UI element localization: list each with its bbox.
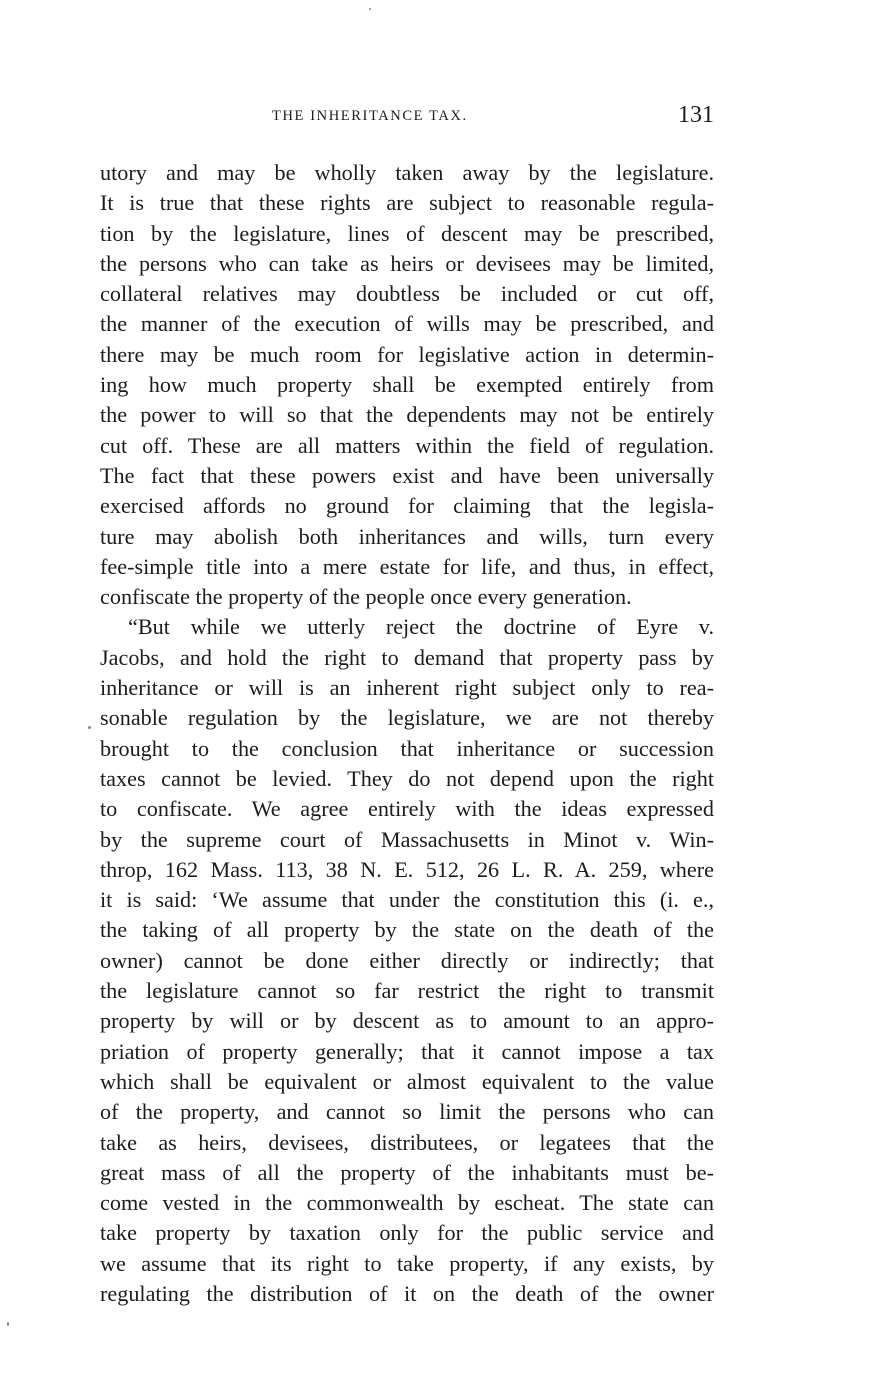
text-line: sonable regulation by the legislature, we are not thereby — [100, 705, 714, 731]
running-title: THE INHERITANCE TAX. — [272, 108, 468, 124]
text-line: It is true that these rights are subject to reasonable regula- — [100, 190, 714, 216]
text-line: Jacobs, and hold the right to demand that property pass by — [100, 644, 714, 670]
text-line: utory and may be wholly taken away by the legislature. — [100, 160, 714, 185]
text-line: regulating the distribution of it on the death of the owner — [100, 1280, 714, 1306]
text-line: taxes cannot be levied. They do not depend upon the right — [100, 765, 714, 791]
text-line: the persons who can take as heirs or devisees may be limited, — [100, 250, 714, 276]
text-line: the manner of the execution of wills may be prescribed, and — [100, 311, 714, 337]
text-line: the legislature cannot so far restrict the right to transmit — [100, 978, 714, 1004]
scan-speck — [7, 1322, 9, 1326]
text-line: The fact that these powers exist and have been universally — [100, 462, 714, 488]
text-line: to confiscate. We agree entirely with the ideas expressed — [100, 796, 714, 822]
text-line: brought to the conclusion that inheritance or succession — [100, 735, 714, 761]
paragraph-end-line: confiscate the property of the people once every generation. — [100, 584, 632, 610]
scan-speck — [369, 8, 371, 10]
body-text — [100, 158, 714, 1309]
text-line: which shall be equivalent or almost equivalent to the value — [100, 1068, 714, 1094]
text-line: priation of property generally; that it cannot impose a tax — [100, 1038, 714, 1064]
text-line: tion by the legislature, lines of descent may be prescribed, — [100, 220, 714, 246]
text-line: owner) cannot be done either directly or indirectly; that — [100, 947, 714, 973]
text-line: the power to will so that the dependents may not be entirely — [100, 402, 714, 428]
text-line: there may be much room for legislative action in determin- — [100, 341, 714, 367]
text-line: come vested in the commonwealth by escheat. The state can — [100, 1190, 714, 1216]
text-line: take property by taxation only for the public service and — [100, 1220, 714, 1246]
text-line: ture may abolish both inheritances and wills, turn every — [100, 523, 714, 549]
text-line: collateral relatives may doubtless be included or cut off, — [100, 281, 714, 307]
text-line: cut off. These are all matters within the field of regulation. — [100, 432, 714, 458]
text-line: of the property, and cannot so limit the persons who can — [100, 1099, 714, 1125]
scan-speck — [88, 726, 91, 729]
text-line: inheritance or will is an inherent right subject only to rea- — [100, 675, 714, 701]
text-line: the taking of all property by the state on the death of the — [100, 917, 714, 943]
text-line: great mass of all the property of the inhabitants must be- — [100, 1159, 714, 1185]
page-header — [100, 102, 714, 136]
text-line: property by will or by descent as to amount to an appro- — [100, 1008, 714, 1034]
text-line: we assume that its right to take property, if any exists, by — [100, 1250, 714, 1276]
page-number: 131 — [678, 102, 714, 128]
text-line: throp, 162 Mass. 113, 38 N. E. 512, 26 L. R. A. 259, where — [100, 856, 714, 882]
text-line: it is said: ‘We assume that under the constitution this (i. e., — [100, 887, 714, 913]
text-line: ing how much property shall be exempted entirely from — [100, 372, 714, 398]
text-line: fee-simple title into a mere estate for life, and thus, in effect, — [100, 553, 714, 579]
paragraph-start-line: “But while we utterly reject the doctrine of Eyre v. — [128, 614, 714, 640]
text-line: by the supreme court of Massachusetts in Minot v. Win- — [100, 826, 714, 852]
text-line: exercised affords no ground for claiming that the legisla- — [100, 493, 714, 519]
text-line: take as heirs, devisees, distributees, or legatees that the — [100, 1129, 714, 1155]
